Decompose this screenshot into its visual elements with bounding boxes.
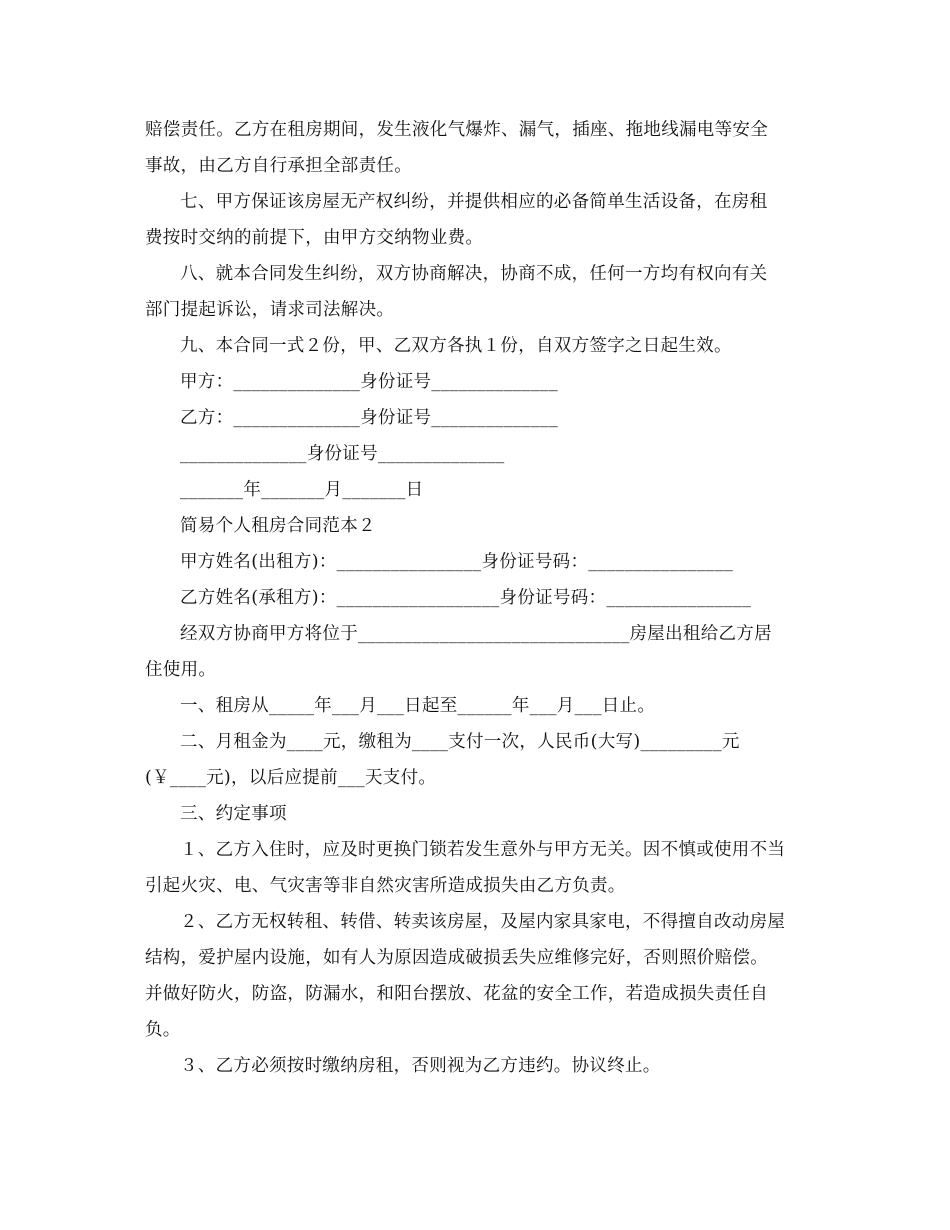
paragraph-line: 经双方协商甲方将位于______________________________房屋出租给乙方居 <box>180 624 772 644</box>
paragraph-line: １、乙方入住时，应及时更换门锁若发生意外与甲方无关。因不慎或使用不当 <box>180 840 786 860</box>
paragraph-line: 引起火灾、电、气灾害等非自然灾害所造成损失由乙方负责。 <box>145 876 626 896</box>
paragraph-line: 负。 <box>145 1020 181 1040</box>
signature-line: 甲方：______________身份证号______________ <box>180 372 558 392</box>
paragraph-line: 八、就本合同发生纠纷，双方协商解决，协商不成，任何一方均有权向有关 <box>180 264 768 284</box>
date-line: _______年_______月_______日 <box>180 480 424 500</box>
paragraph-line: 费按时交纳的前提下，由甲方交纳物业费。 <box>145 228 484 248</box>
paragraph-line: 七、甲方保证该房屋无产权纠纷，并提供相应的必备简单生活设备，在房租 <box>180 192 768 212</box>
paragraph-line: ３、乙方必须按时缴纳房租，否则视为乙方违约。协议终止。 <box>180 1056 661 1076</box>
paragraph-line: 事故，由乙方自行承担全部责任。 <box>145 156 412 176</box>
paragraph-line: 结构，爱护屋内设施，如有人为原因造成破损丢失应维修完好，否则照价赔偿。 <box>145 948 768 968</box>
form-line: 乙方姓名(承租方)：__________________身份证号码：________________ <box>180 588 752 608</box>
paragraph-line: 二、月租金为____元，缴租为____支付一次，人民币(大写)_________元 <box>180 732 740 752</box>
paragraph-line: 并做好防火，防盗，防漏水，和阳台摆放、花盆的安全工作，若造成损失责任自 <box>145 984 768 1004</box>
form-line: 甲方姓名(出租方)：________________身份证号码：________________ <box>180 552 734 572</box>
paragraph-line: 赔偿责任。乙方在租房期间，发生液化气爆炸、漏气，插座、拖地线漏电等安全 <box>145 120 768 140</box>
signature-line: ______________身份证号______________ <box>180 444 505 464</box>
signature-line: 乙方：______________身份证号______________ <box>180 408 558 428</box>
section-title: 简易个人租房合同范本２ <box>180 516 376 536</box>
paragraph-line: ２、乙方无权转租、转借、转卖该房屋，及屋内家具家电，不得擅自改动房屋 <box>180 912 786 932</box>
paragraph-line: (￥____元)，以后应提前___天支付。 <box>145 768 437 788</box>
paragraph-line: 住使用。 <box>145 660 217 680</box>
section-heading: 三、约定事项 <box>180 804 287 824</box>
paragraph-line: 一、租房从_____年___月___日起至______年___月___日止。 <box>180 696 656 716</box>
paragraph-line: 部门提起诉讼，请求司法解决。 <box>145 300 395 320</box>
paragraph-line: 九、本合同一式２份，甲、乙双方各执１份，自双方签字之日起生效。 <box>180 336 732 356</box>
